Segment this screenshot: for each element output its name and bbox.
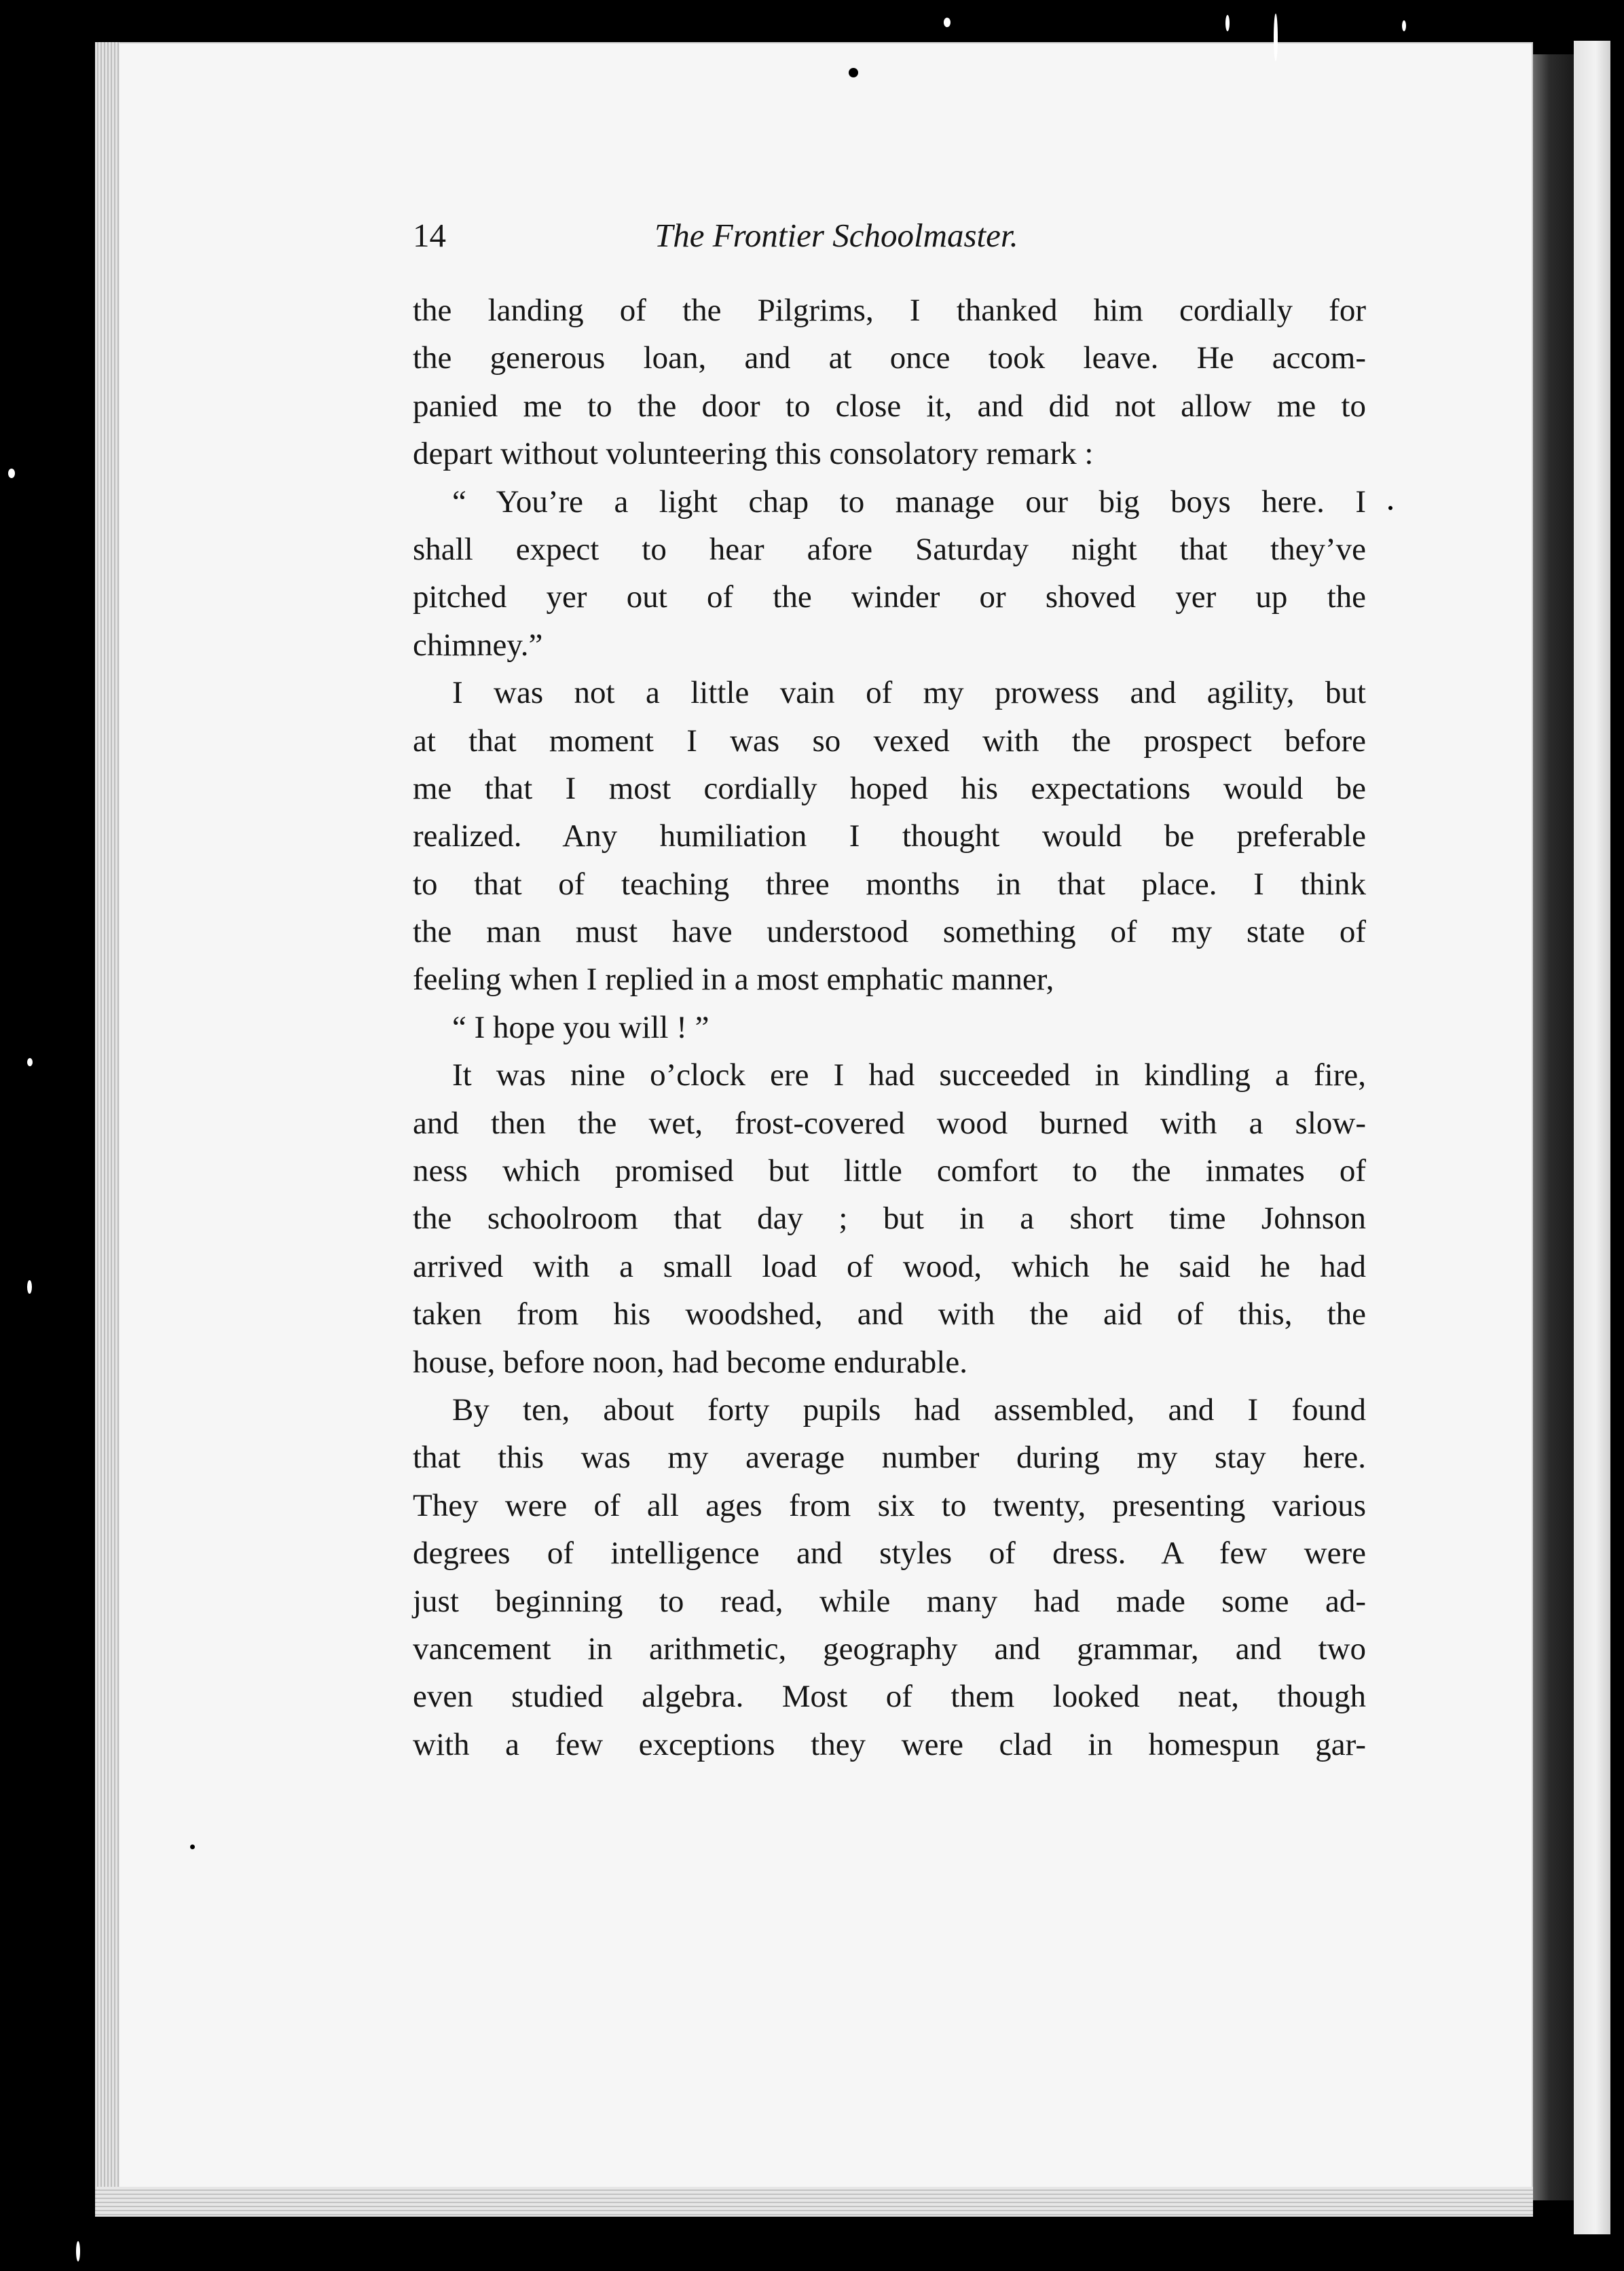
text-line: degrees of intelligence and styles of dress. A few were [413,1536,1366,1571]
text-line: just beginning to read, while many had made some ad- [413,1583,1366,1619]
page-stack-bottom-edge [95,2187,1533,2217]
text-line: at that moment I was so vexed with the prospect before [413,723,1366,759]
text-line: with a few exceptions they were clad in homespun gar- [413,1726,1366,1762]
page-number: 14 [413,217,446,254]
scan-speck [1402,20,1406,31]
text-line: the schoolroom that day ; but in a short time Johnson [413,1201,1366,1237]
facing-page-edge [1574,41,1610,2234]
text-line: to that of teaching three months in that place. I think [413,866,1366,902]
text-line: It was nine o’clock ere I had succeeded in kindling a fire, [452,1057,1366,1093]
text-line: me that I most cordially hoped his expectations would be [413,770,1366,806]
text-line: “ I hope you will ! ” [452,1009,709,1045]
text-line: vancement in arithmetic, geography and grammar, and two [413,1631,1366,1667]
scan-speck [27,1058,33,1066]
scan-speck [849,68,858,77]
text-line: pitched yer out of the winder or shoved yer up the [413,579,1366,615]
text-line: taken from his woodshed, and with the aid of this, the [413,1296,1366,1332]
text-line: panied me to the door to close it, and did not allow me to [413,388,1366,424]
body-text [413,287,1366,1768]
scan-speck [190,1845,195,1849]
running-header [413,216,1366,259]
text-line: the generous loan, and at once took leave. He accom- [413,340,1366,376]
book-spine-shadow [1533,54,1574,2200]
text-line: the landing of the Pilgrims, I thanked him cordially for [413,293,1366,328]
text-line: “ You’re a light chap to manage our big boys here. I [452,484,1366,520]
scan-speck [1225,15,1230,31]
text-line: shall expect to hear afore Saturday night that they’ve [413,531,1366,567]
scan-speck [27,1280,32,1294]
scan-speck [8,469,15,478]
text-line: They were of all ages from six to twenty, presenting various [413,1487,1366,1523]
text-line: that this was my average number during my stay here. [413,1440,1366,1476]
page-stack-left-edge [95,42,119,2217]
text-line: realized. Any humiliation I thought would be preferable [413,818,1366,854]
text-line: the man must have understood something of my state of [413,914,1366,950]
text-line: chimney.” [413,627,543,663]
text-line: arrived with a small load of wood, which he said he had [413,1248,1366,1284]
scan-speck [1274,14,1278,61]
scan-speck [1388,506,1392,510]
text-line: depart without volunteering this consolatory remark : [413,436,1094,472]
text-line: even studied algebra. Most of them looked neat, though [413,1679,1366,1715]
text-line: By ten, about forty pupils had assembled, and I found [452,1392,1366,1428]
text-line: feeling when I replied in a most emphatic manner, [413,962,1054,998]
text-line: ness which promised but little comfort to the inmates of [413,1153,1366,1189]
text-line: and then the wet, frost-covered wood burned with a slow- [413,1105,1366,1141]
text-line: house, before noon, had become endurable. [413,1344,967,1380]
running-title: The Frontier Schoolmaster. [654,217,1018,254]
scan-speck [76,2241,80,2261]
text-line: I was not a little vain of my prowess and agility, but [452,675,1366,711]
scan-speck [944,18,951,27]
